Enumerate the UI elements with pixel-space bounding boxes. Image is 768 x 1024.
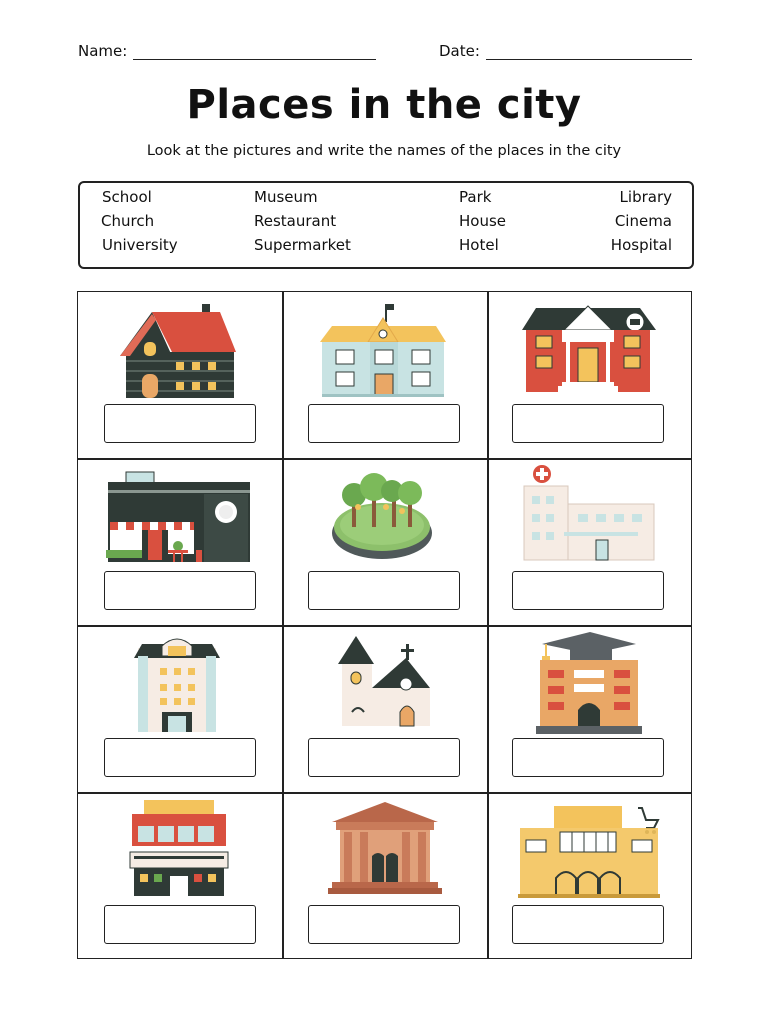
answer-box[interactable] bbox=[308, 738, 460, 777]
word-bank-item: Hotel bbox=[459, 236, 499, 254]
park-icon bbox=[328, 467, 438, 565]
museum-icon bbox=[328, 800, 442, 896]
answer-box[interactable] bbox=[104, 404, 256, 443]
grid-divider bbox=[78, 625, 691, 627]
name-field bbox=[78, 42, 127, 60]
word-bank-item: Supermarket bbox=[254, 236, 351, 254]
church-icon bbox=[334, 632, 434, 730]
grid-divider bbox=[78, 458, 691, 460]
word-bank bbox=[78, 181, 694, 269]
word-bank-item: School bbox=[102, 188, 152, 206]
date-line[interactable] bbox=[486, 59, 692, 60]
word-bank-item: Cinema bbox=[614, 212, 672, 230]
date-field bbox=[439, 42, 480, 60]
restaurant-icon bbox=[104, 470, 250, 564]
word-bank-item: University bbox=[102, 236, 178, 254]
answer-box[interactable] bbox=[308, 404, 460, 443]
word-bank-item: Restaurant bbox=[254, 212, 337, 230]
supermarket-icon bbox=[516, 804, 662, 898]
university-icon bbox=[532, 630, 644, 736]
word-bank-item: House bbox=[459, 212, 507, 230]
answer-box[interactable] bbox=[512, 571, 664, 610]
cinema-icon bbox=[128, 798, 230, 896]
name-label: Name: bbox=[78, 42, 128, 60]
name-line[interactable] bbox=[133, 59, 376, 60]
answer-box[interactable] bbox=[104, 571, 256, 610]
answer-box[interactable] bbox=[104, 905, 256, 944]
hospital-icon bbox=[520, 464, 656, 562]
answer-box[interactable] bbox=[308, 571, 460, 610]
answer-box[interactable] bbox=[512, 738, 664, 777]
word-bank-item: Park bbox=[459, 188, 492, 206]
word-bank-item: Library bbox=[619, 188, 672, 206]
word-bank-item: Hospital bbox=[610, 236, 672, 254]
school-icon bbox=[316, 302, 450, 398]
page-subtitle: Look at the pictures and write the names of the places in the city bbox=[146, 143, 622, 159]
date-label: Date: bbox=[439, 42, 480, 60]
library-icon bbox=[518, 302, 658, 394]
word-bank-item: Church bbox=[101, 212, 155, 230]
answer-box[interactable] bbox=[512, 404, 664, 443]
word-bank-item: Museum bbox=[254, 188, 318, 206]
answer-box[interactable] bbox=[512, 905, 664, 944]
answer-box[interactable] bbox=[308, 905, 460, 944]
picture-grid bbox=[77, 291, 692, 959]
answer-box[interactable] bbox=[104, 738, 256, 777]
hotel-icon bbox=[132, 634, 222, 732]
house-icon bbox=[116, 302, 240, 400]
grid-divider bbox=[78, 792, 691, 794]
page-title: Places in the city bbox=[186, 82, 582, 128]
